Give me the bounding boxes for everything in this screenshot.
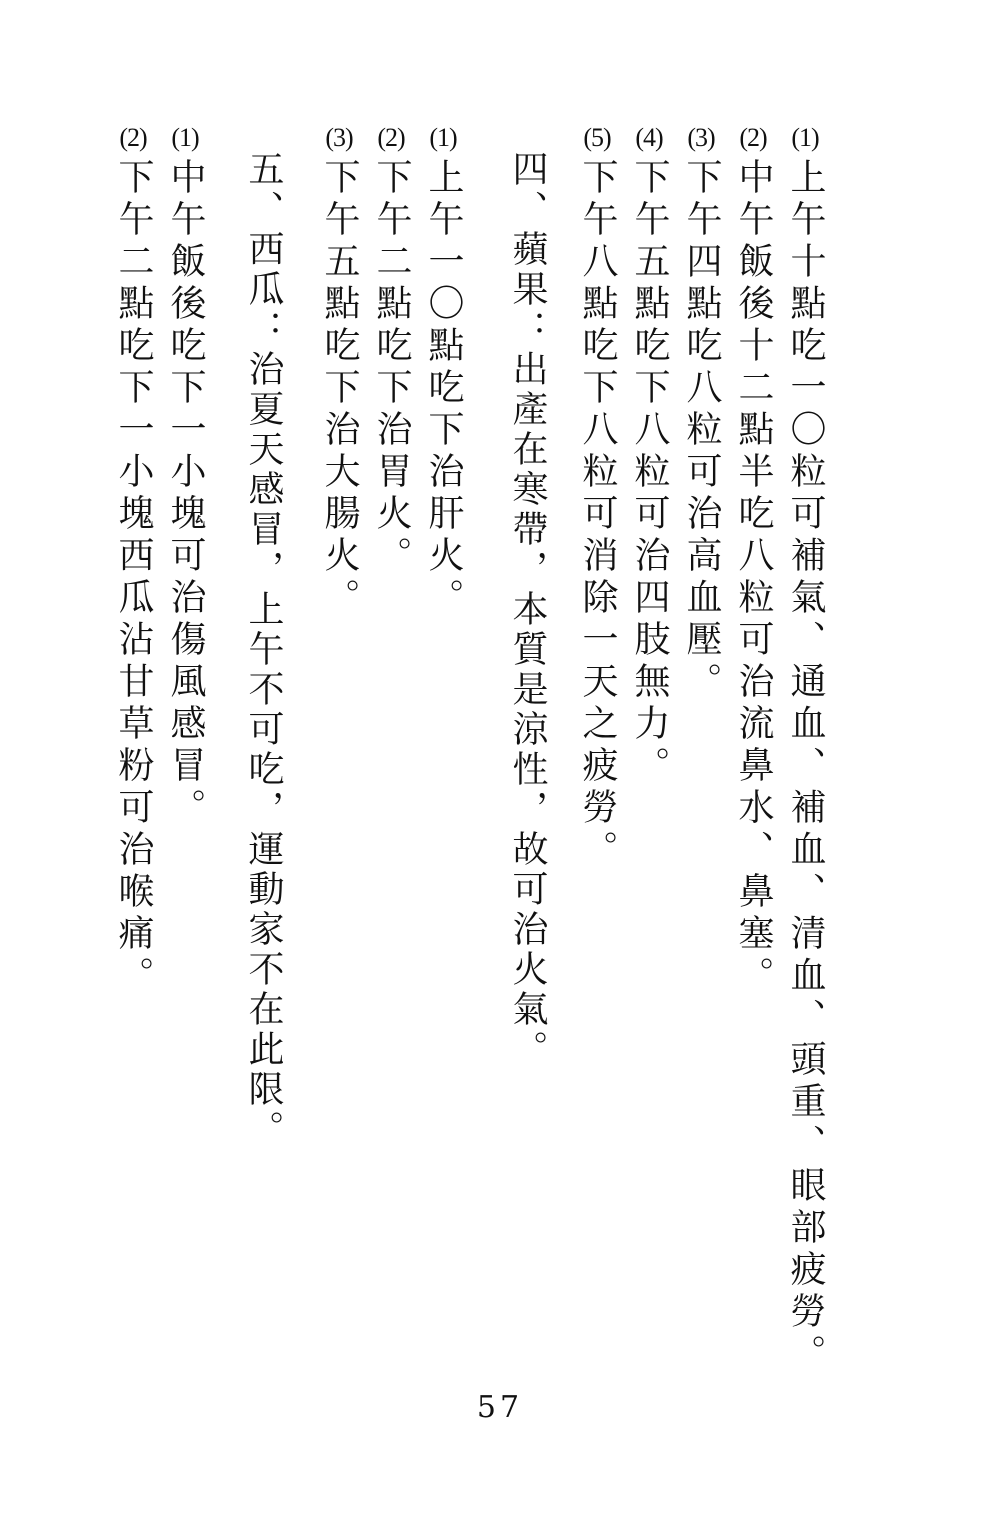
item-text: 中午飯後吃下一小塊可治傷風感冒。 xyxy=(165,158,206,830)
item-2-column xyxy=(728,118,778,998)
item-text: 上午一〇點吃下治肝火。 xyxy=(423,158,464,620)
section-heading-watermelon: 五、西瓜：治夏天感冒，上午不可吃，運動家不在此限。 xyxy=(243,150,284,1150)
item-number: (3) xyxy=(687,123,715,152)
item-2-column xyxy=(366,118,416,578)
item-text: 上午十點吃一〇粒可補氣、通血、補血、清血、頭重、眼部疲勞。 xyxy=(785,158,826,1376)
item-text: 下午五點吃下八粒可治四肢無力。 xyxy=(629,158,670,788)
item-1-column xyxy=(160,118,210,830)
item-1-column xyxy=(418,118,468,620)
item-number: (1) xyxy=(171,123,199,152)
item-number: (2) xyxy=(739,123,767,152)
item-text: 下午二點吃下治胃火。 xyxy=(371,158,412,578)
watermelon-heading-column xyxy=(238,150,288,1150)
item-number: (2) xyxy=(119,123,147,152)
item-text: 下午四點吃八粒可治高血壓。 xyxy=(681,158,722,704)
item-5-column xyxy=(572,118,622,872)
item-text: 下午二點吃下一小塊西瓜沾甘草粉可治喉痛。 xyxy=(113,158,154,998)
item-number: (3) xyxy=(325,123,353,152)
item-text: 下午五點吃下治大腸火。 xyxy=(319,158,360,620)
item-number: (5) xyxy=(583,123,611,152)
item-number: (2) xyxy=(377,123,405,152)
item-text: 中午飯後十二點半吃八粒可治流鼻水、鼻塞。 xyxy=(733,158,774,998)
item-3-column xyxy=(676,118,726,704)
item-number: (1) xyxy=(429,123,457,152)
item-number: (4) xyxy=(635,123,663,152)
item-4-column xyxy=(624,118,674,788)
item-number: (1) xyxy=(791,123,819,152)
apple-heading-column xyxy=(502,150,552,1070)
item-3-column xyxy=(314,118,364,620)
item-text: 下午八點吃下八粒可消除一天之疲勞。 xyxy=(577,158,618,872)
section-heading-apple: 四、蘋果：出產在寒帶，本質是涼性，故可治火氣。 xyxy=(507,150,548,1070)
page-number: 57 xyxy=(476,1390,524,1425)
item-1-column xyxy=(780,118,830,1376)
item-2-column xyxy=(108,118,158,998)
